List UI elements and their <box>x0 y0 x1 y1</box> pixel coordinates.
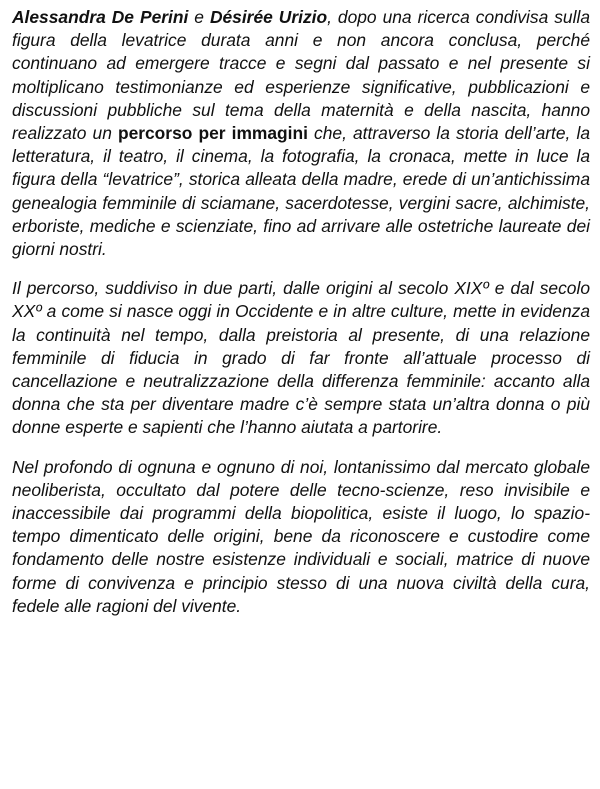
highlight-phrase: percorso per immagini <box>117 123 308 144</box>
paragraph-route: Il percorso, suddiviso in due parti, dalle origini al secolo XIXº e dal secolo XXº a come si nasce oggi in Occidente e in altre culture, mette in evidenza la continuità nel tempo, dalla preistoria al presente, di una relazione femminile di fiducia in grado di far fronte all’attuale processo di cancellazione e neutralizzazione della differenza femminile: accanto alla donna che sta per diventare madre c’è sempre stata un’altra donna o più donne esperte e sapienti che l’hanno aiutata a partorire. <box>12 278 590 438</box>
author-name-2: Désirée Urizio <box>209 7 328 27</box>
paragraph-origins: Nel profondo di ognuna e ognuno di noi, lontanissimo dal mercato globale neoliberista, occultato dal potere delle tecno-scienze, reso invisibile e inaccessibile dai programmi della biopolitica, esiste il luogo, lo spazio-tempo dimenticato delle origini, bene da riconoscere e custodire come fondamento delle nostre esistenze individuali e sociali, matrice di nuove forme di convivenza e principio stesso di una nuova civiltà della cura, fedele alle ragioni del vivente. <box>12 456 590 616</box>
intro-text-b: che, attraverso la storia dell’arte, la letteratura, il teatro, il cinema, la fotografia, la cronaca, mette in luce la figura della “levatrice”, storica alleata della madre, erede di un’antichissima genealogia femminile di sciamane, sacerdotesse, vergini sacre, alchimiste, erboriste, mediche e scienziate, fino ad arrivare alle ostetriche laureate dei giorni nostri. <box>12 123 591 260</box>
conjunction: e <box>188 7 210 27</box>
paragraph-intro <box>12 6 590 261</box>
author-name-1: Alessandra De Perini <box>12 7 189 27</box>
intro-text-a: , dopo una ricerca condivisa sulla figura della levatrice durata anni e non ancora conclusa, perché continuano ad emergere tracce e segni dal passato e nel presente si moltiplicano testimonianze ed esperienze significative, pubblicazioni e discussioni pubbliche sul tema della maternità e della nascita, hanno realizzato un <box>12 7 590 144</box>
document-page <box>12 6 590 634</box>
